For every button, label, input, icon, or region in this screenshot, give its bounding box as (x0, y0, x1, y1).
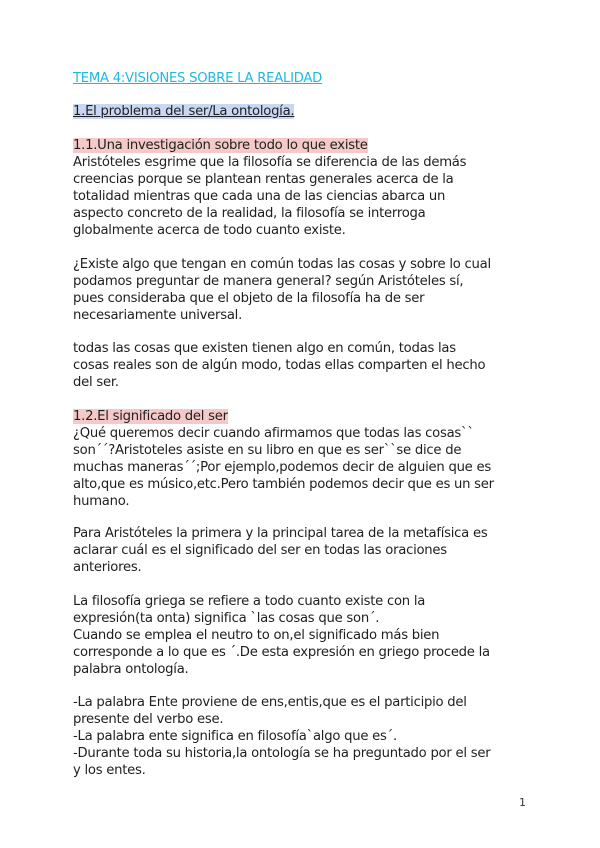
paragraph-line: ¿Qué queremos decir cuando afirmamos que todas las cosas`` (73, 426, 474, 441)
paragraph-line: Aristóteles esgrime que la filosofía se diferencia de las demás (73, 155, 467, 170)
paragraph-line: -La palabra Ente proviene de ens,entis,que es el participio del (73, 695, 467, 710)
paragraph-line: -La palabra ente significa en filosofía`algo que es´. (73, 729, 397, 744)
paragraph-line: ¿Existe algo que tengan en común todas las cosas y sobre lo cual (73, 257, 491, 272)
section-heading-1-text: 1.El problema del ser/La ontología. (73, 104, 295, 119)
paragraph-line: presente del verbo ese. (73, 712, 224, 727)
paragraph-line: y los entes. (73, 763, 146, 778)
paragraph-line: aspecto concreto de la realidad, la filosofía se interroga (73, 206, 426, 221)
paragraph-line: anteriores. (73, 560, 142, 575)
subheading-1-2-text: 1.2.El significado del ser (73, 409, 228, 424)
paragraph-line: cosas reales son de algún modo, todas ellas comparten el hecho (73, 358, 486, 373)
paragraph-line: muchas maneras´´;Por ejemplo,podemos decir de alguien que es (73, 460, 491, 475)
paragraph-line: humano. (73, 494, 130, 509)
paragraph-line: necesariamente universal. (73, 308, 243, 323)
doc-title: TEMA 4:VISIONES SOBRE LA REALIDAD (73, 71, 323, 86)
subheading-1-1-text: 1.1.Una investigación sobre todo lo que existe (73, 138, 368, 153)
paragraph-line: expresión(ta onta) significa `las cosas que son´. (73, 611, 380, 626)
paragraph-line: son´´?Aristoteles asiste en su libro en que es ser``se dice de (73, 443, 462, 458)
paragraph-line: podamos preguntar de manera general? según Aristóteles sí, (73, 274, 464, 289)
subheading-1-2 (73, 408, 228, 425)
subheading-1-1 (73, 137, 368, 154)
paragraph-line: corresponde a lo que es ´.De esta expresión en griego procede la (73, 645, 490, 660)
paragraph-line: palabra ontología. (73, 662, 189, 677)
paragraph-line: Para Aristóteles la primera y la principal tarea de la metafísica es (73, 526, 488, 541)
paragraph-line: -Durante toda su historia,la ontología se ha preguntado por el ser (73, 746, 491, 761)
paragraph-line: todas las cosas que existen tienen algo en común, todas las (73, 341, 456, 356)
paragraph-line: pues consideraba que el objeto de la filosofía ha de ser (73, 291, 425, 306)
paragraph-line: alto,que es músico,etc.Pero también podemos decir que es un ser (73, 477, 494, 492)
paragraph-line: aclarar cuál es el significado del ser en todas las oraciones (73, 543, 447, 558)
paragraph-line: del ser. (73, 375, 119, 390)
paragraph-line: totalidad mientras que cada una de las ciencias abarca un (73, 189, 446, 204)
paragraph-line: creencias porque se plantean rentas generales acerca de la (73, 172, 454, 187)
paragraph-line: La filosofía griega se refiere a todo cuanto existe con la (73, 594, 426, 609)
paragraph-line: Cuando se emplea el neutro to on,el significado más bien (73, 628, 440, 643)
section-heading-1 (73, 103, 294, 120)
page-number: 1 (519, 796, 526, 809)
paragraph-line: globalmente acerca de todo cuanto existe. (73, 223, 346, 238)
